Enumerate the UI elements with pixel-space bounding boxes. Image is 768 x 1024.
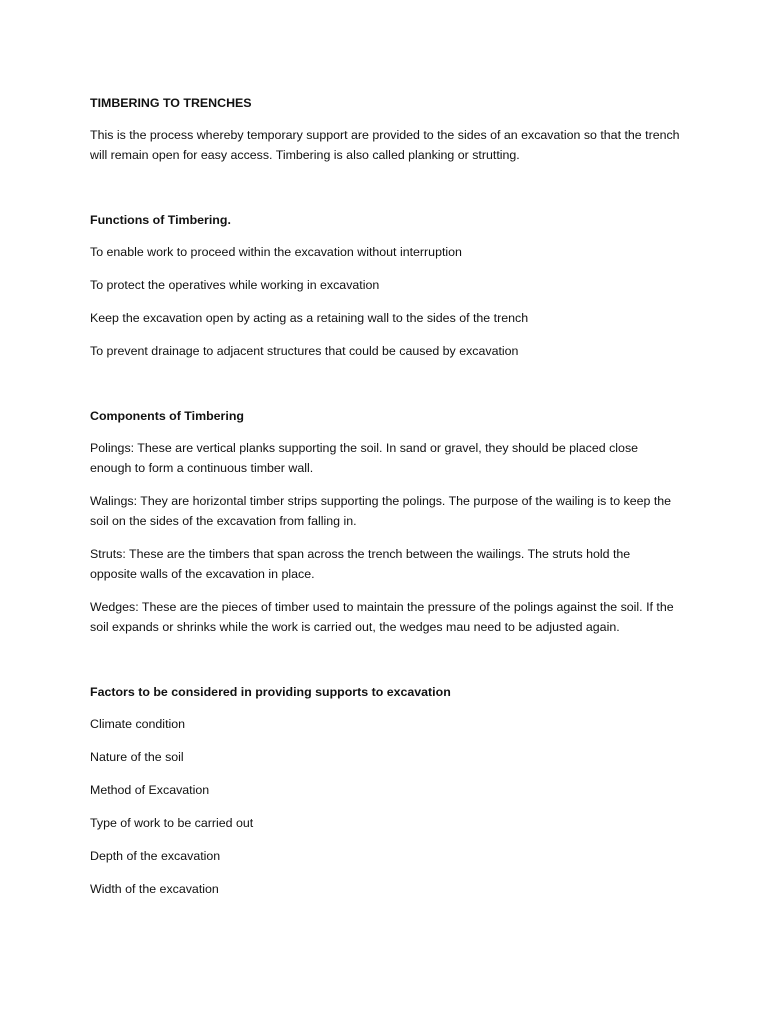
factors-item: Climate condition: [90, 717, 186, 731]
functions-item: To enable work to proceed within the excavation without interruption: [90, 245, 462, 259]
section-heading-components: Components of Timbering: [90, 409, 244, 423]
functions-item: To prevent drainage to adjacent structures that could be caused by excavation: [90, 344, 519, 358]
intro-paragraph: This is the process whereby temporary support are provided to the sides of an excavation so that the trench will remain open for easy access. Timbering is also called planking or strutting.: [90, 128, 680, 162]
factors-item: Width of the excavation: [90, 882, 219, 896]
factors-item: Method of Excavation: [90, 783, 210, 797]
document-title: TIMBERING TO TRENCHES: [90, 96, 252, 110]
document-content: [90, 93, 680, 899]
factors-item: Nature of the soil: [90, 750, 184, 764]
section-heading-functions: Functions of Timbering.: [90, 213, 231, 227]
components-item: Walings: They are horizontal timber strips supporting the polings. The purpose of the wailing is to keep the soil on the sides of the excavation from falling in.: [90, 494, 672, 528]
components-item: Wedges: These are the pieces of timber used to maintain the pressure of the polings against the soil. If the soil expands or shrinks while the work is carried out, the wedges mau need to be adjusted again.: [90, 600, 674, 634]
functions-item: Keep the excavation open by acting as a retaining wall to the sides of the trench: [90, 311, 529, 325]
factors-item: Depth of the excavation: [90, 849, 221, 863]
components-item: Struts: These are the timbers that span across the trench between the wailings. The struts hold the opposite walls of the excavation in place.: [90, 547, 631, 581]
components-item: Polings: These are vertical planks supporting the soil. In sand or gravel, they should be placed close enough to form a continuous timber wall.: [90, 441, 639, 475]
section-heading-factors: Factors to be considered in providing supports to excavation: [90, 685, 451, 699]
factors-item: Type of work to be carried out: [90, 816, 254, 830]
functions-item: To protect the operatives while working in excavation: [90, 278, 380, 292]
